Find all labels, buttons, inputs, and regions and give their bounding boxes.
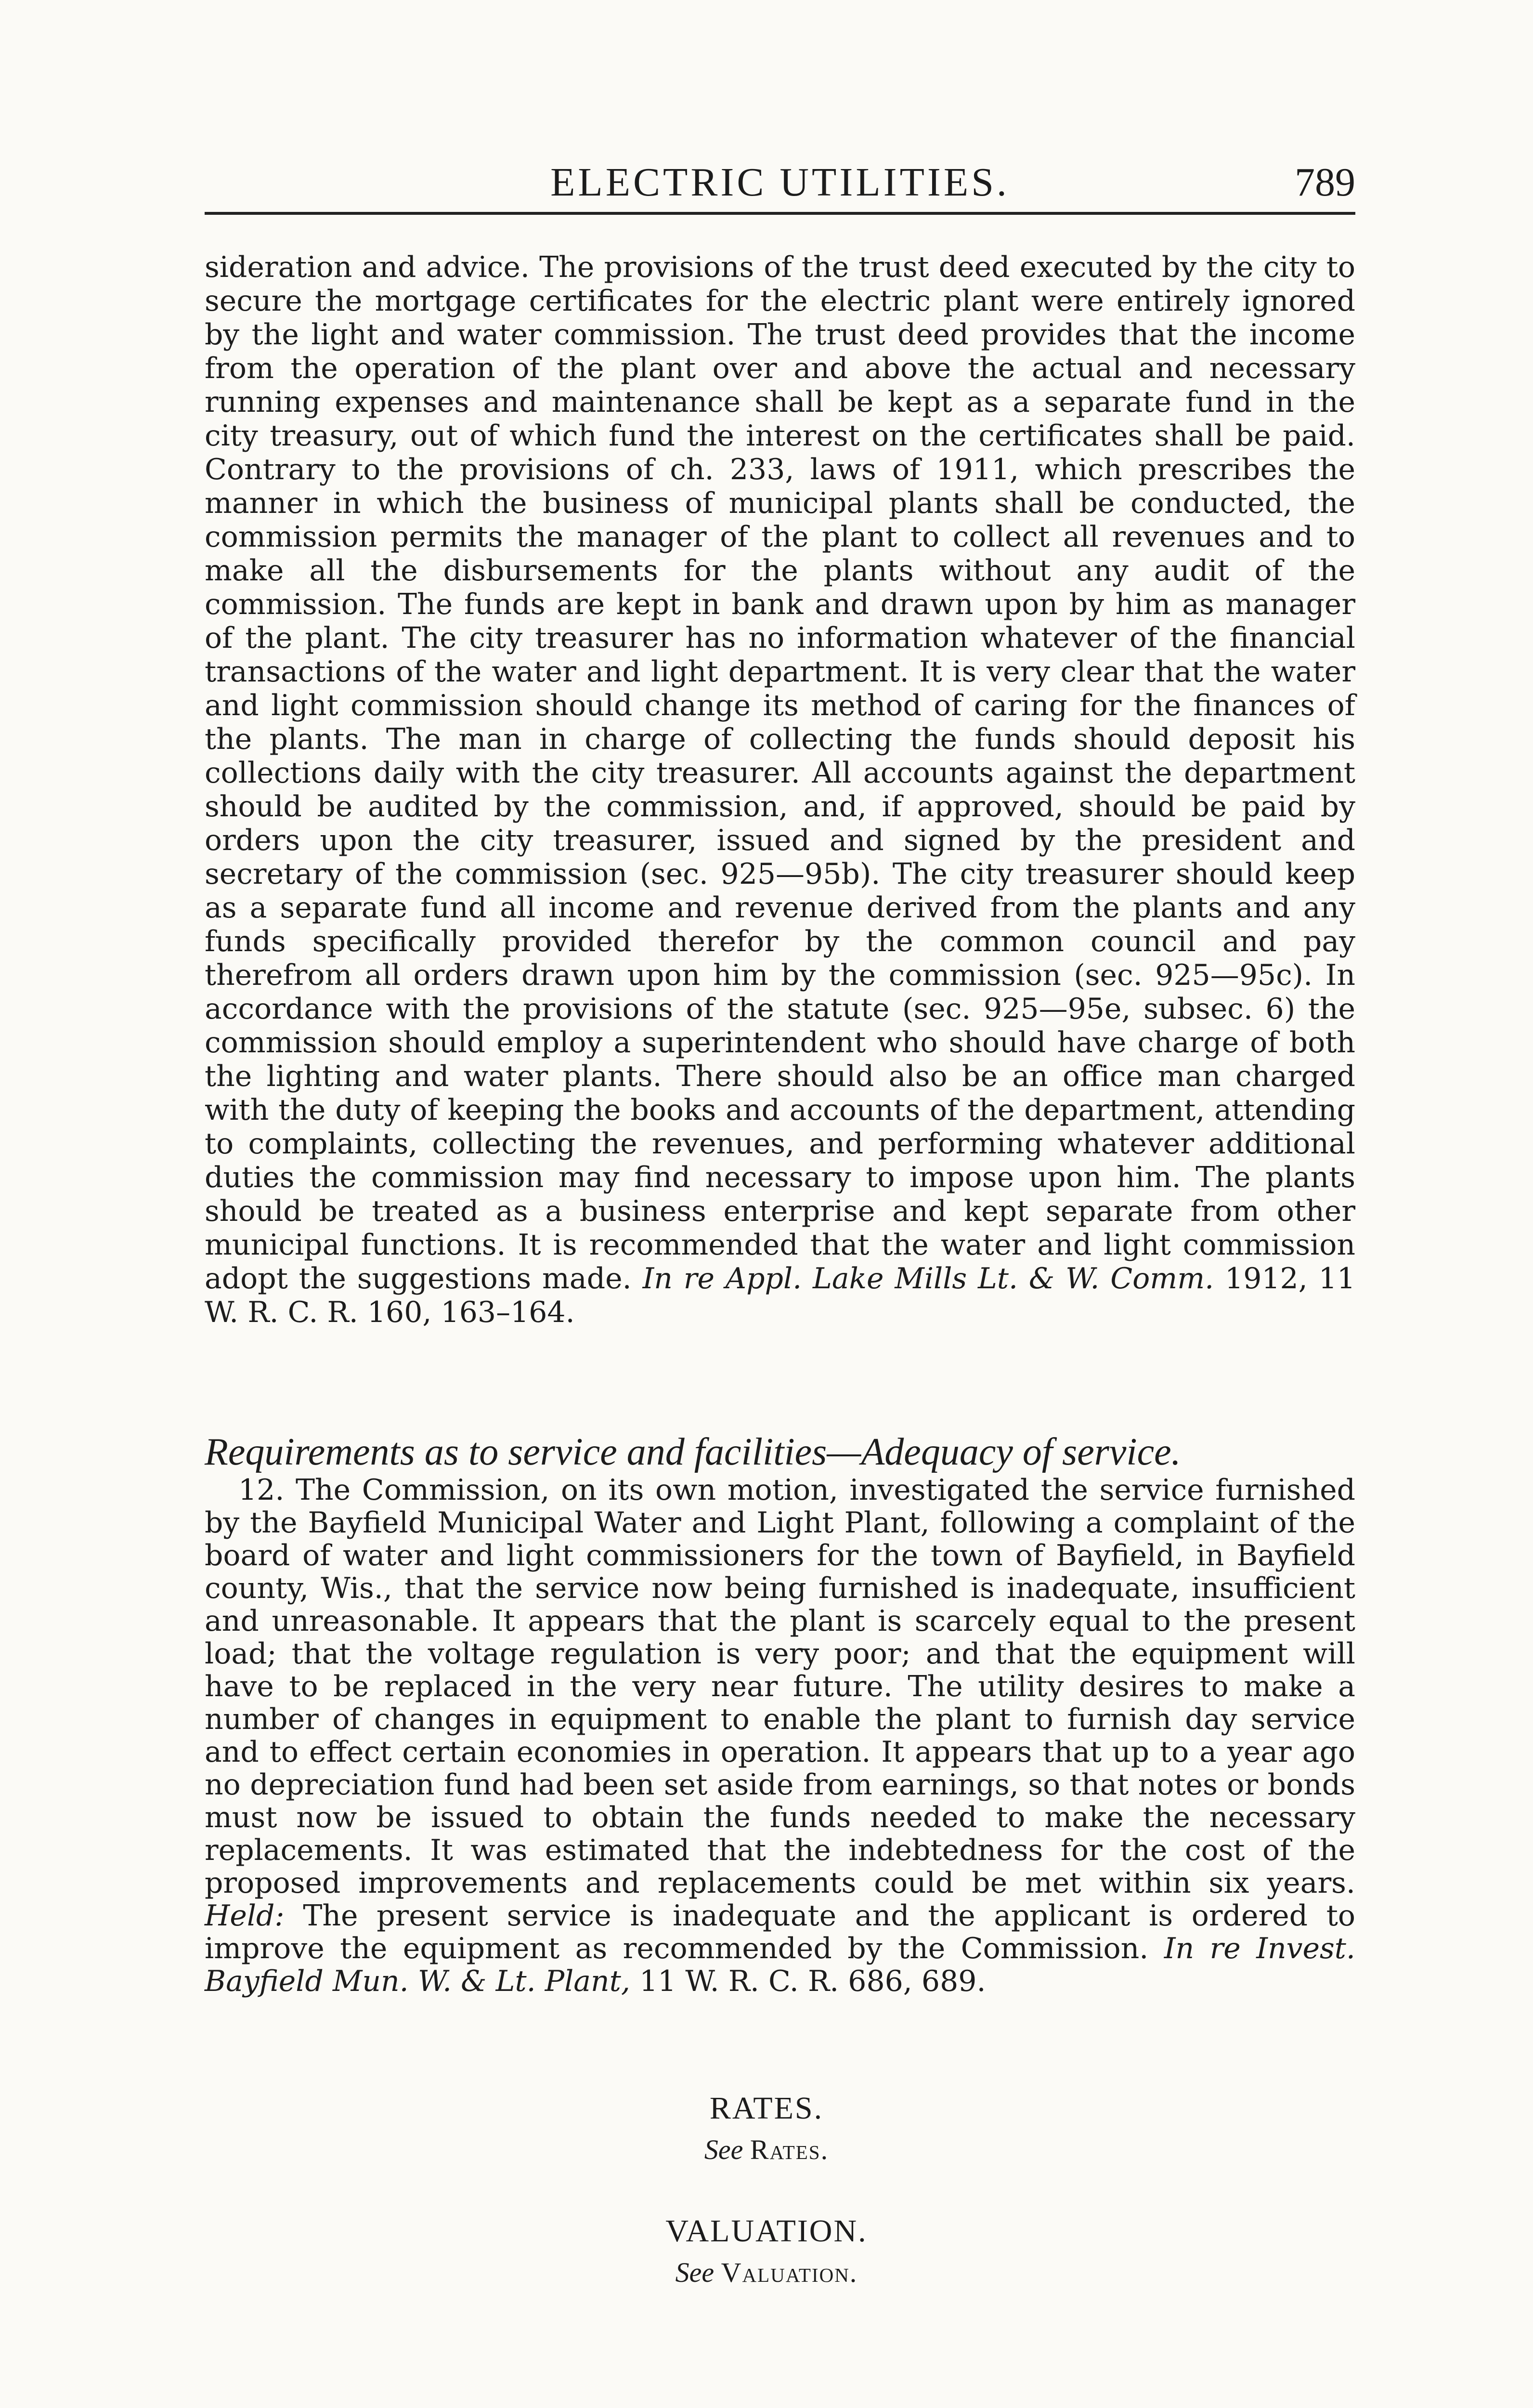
paragraph-2-text: 12. The Commission, on its own motion, investigated the service furnished by the Bayfield Municipal Water and Light Plant, following a complaint of the board of water and light commissioners for the town of Bayfield, in Bayfield county, Wis., that the service now being furnished is inadequate, insufficient and unreasonable. It appears that the plant is scarcely equal to the present load; that the voltage regulation is very poor; and that the equipment will have to be replaced in the very near future. The utility desires to make a number of changes in equipment to enable the plant to furnish day service and to effect certain economies in operation. It appears that up to a year ago no depreciation fund had been set aside from earnings, so that notes or bonds must now be issued to obtain the funds needed to make the necessary replacements. It was estimated that the indebtedness for the cost of the proposed improvements and replacements could be met within six years. bbox=[205, 1473, 1355, 1900]
paragraph-2-holding: The present service is inadequate and the applicant is ordered to improve the equipment as recommended by the Commission. bbox=[205, 1899, 1355, 1965]
paragraph-2 bbox=[205, 1474, 1355, 1998]
page-header bbox=[205, 159, 1355, 212]
section-heading: Requirements as to service and facilities—Adequacy of service. bbox=[205, 1431, 1181, 1473]
valuation-see-target: Valuation. bbox=[721, 2257, 858, 2288]
paragraph-1-citation-reporter: 1912, 11 W. R. C. R. 160, 163–164. bbox=[205, 1262, 1355, 1329]
paragraph-trust-deed bbox=[205, 250, 1355, 1329]
paragraph-1-text: sideration and advice. The provisions of the trust deed executed by the city to secure the mortgage certificates for the electric plant were entirely ignored by the light and water commission. The trust deed provides that the income from the operation of the plant over and above the actual and necessary running expenses and maintenance shall be kept as a separate fund in the city treasury, out of which fund the interest on the certificates shall be paid. Contrary to the provisions of ch. 233, laws of 1911, which prescribes the manner in which the business of municipal plants shall be conducted, the commission permits the manager of the plant to collect all revenues and to make all the disbursements for the plants without any audit of the commission. The funds are kept in bank and drawn upon by him as manager of the plant. The city treasurer has no information whatever of the financial transactions of the water and light department. It is very clear that the water and light commission should change its method of caring for the finances of the plants. The man in charge of collecting the funds should deposit his collections daily with the city treasurer. All accounts against the department should be audited by the commission, and, if approved, should be paid by orders upon the city treasurer, issued and signed by the president and secretary of the commission (sec. 925—95b). The city treasurer should keep as a separate fund all income and revenue derived from the plants and any funds specifically provided therefor by the common council and pay therefrom all orders drawn upon him by the commission (sec. 925—95c). In accordance with the provisions of the statute (sec. 925—95e, subsec. 6) the commission should employ a superintendent who should have charge of both the lighting and water plants. There should also be an office man charged with the duty of keeping the books and accounts of the department, attending to complaints, collecting the revenues, and performing whatever additional duties the commission may find necessary to impose upon him. The plants should be treated as a business enterprise and kept separate from other municipal functions. It is recommended that the water and light commission adopt the suggestions made. bbox=[205, 250, 1355, 1296]
running-head: ELECTRIC UTILITIES. bbox=[550, 160, 1010, 205]
paragraph-1 bbox=[205, 250, 1355, 1329]
page-number: 789 bbox=[1295, 160, 1355, 205]
paragraph-2-citation-case: In re Invest. Bayfield Mun. W. & Lt. Plant, bbox=[205, 1932, 1355, 1998]
paragraph-1-citation-case: In re Appl. Lake Mills Lt. & W. Comm. bbox=[642, 1262, 1214, 1296]
rates-heading: RATES. bbox=[709, 2091, 824, 2126]
rates-see-target: Rates. bbox=[750, 2134, 829, 2165]
valuation-cross-reference bbox=[0, 2256, 1533, 2289]
rates-see-word: See bbox=[704, 2134, 743, 2165]
valuation-see-word: See bbox=[675, 2257, 715, 2288]
paragraph-bayfield bbox=[205, 1474, 1355, 1998]
paragraph-2-citation-reporter: 11 W. R. C. R. 686, 689. bbox=[639, 1964, 986, 1998]
header-rule bbox=[205, 212, 1355, 215]
rates-cross-reference bbox=[0, 2133, 1533, 2166]
valuation-heading: VALUATION. bbox=[665, 2213, 868, 2249]
held-label: Held: bbox=[205, 1899, 285, 1933]
